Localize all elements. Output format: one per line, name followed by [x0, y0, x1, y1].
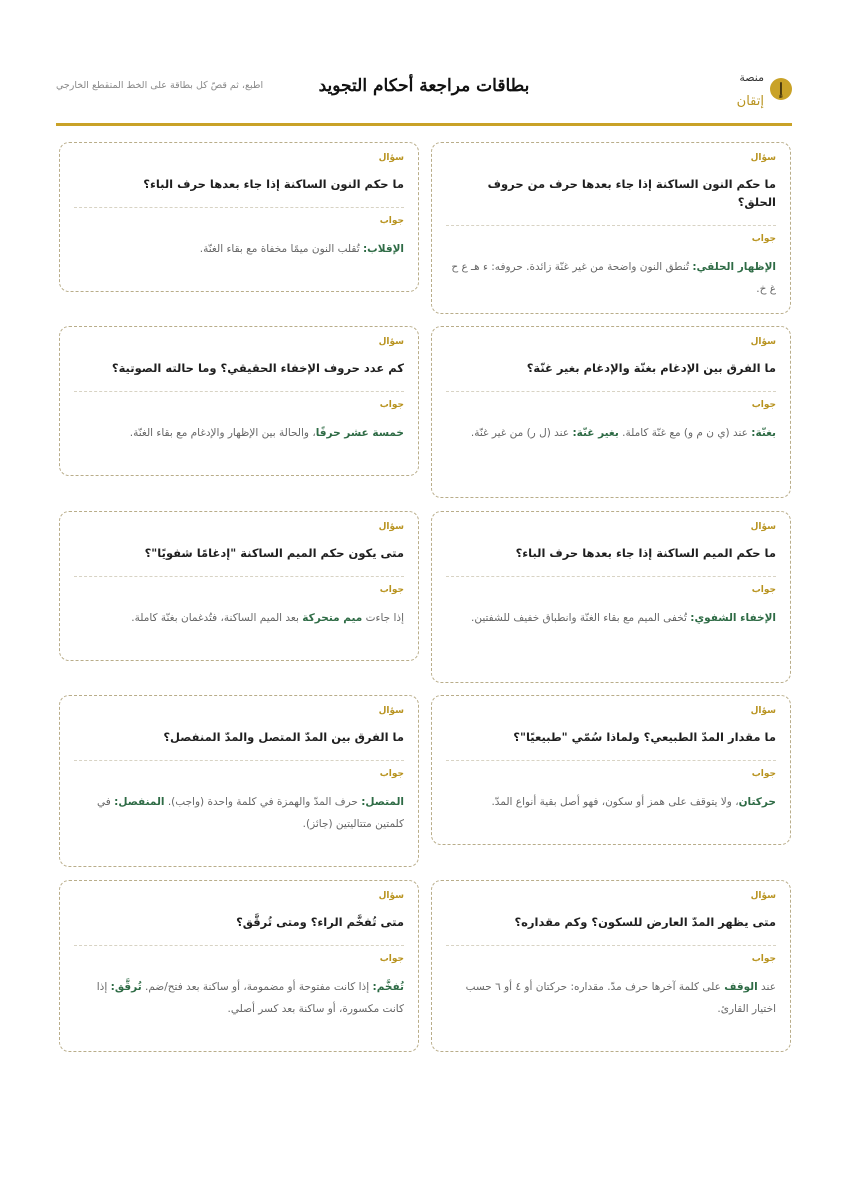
answer-text [446, 256, 776, 300]
card-divider [446, 391, 776, 392]
answer-segment: إذا كانت مكسورة، أو ساكنة بعد كسر أصلي. [96, 981, 404, 1015]
question-text: متى يكون حكم الميم الساكنة "إدغامًا شفويًا"؟ [144, 546, 404, 560]
question-text: ما حكم الميم الساكنة إذا جاء بعدها حرف الباء؟ [515, 546, 776, 560]
page-title: بطاقات مراجعة أحكام التجويد [318, 76, 530, 96]
answer-segment: عند (ي ن م و) مع غنّة كاملة. [618, 427, 752, 439]
answer-text [446, 791, 776, 813]
flashcard [59, 326, 419, 476]
question-text: ما مقدار المدّ الطبيعي؟ ولماذا سُمّي "طبيعيًا"؟ [513, 730, 776, 744]
flashcard [431, 142, 791, 314]
answer-segment: على كلمة آخرها حرف مدّ. مقداره: حركتان أو ٤ أو ٦ حسب اختيار القارئ. [465, 981, 776, 1015]
card-divider [446, 945, 776, 946]
card-divider [74, 576, 404, 577]
flashcard [59, 880, 419, 1052]
card-divider [74, 391, 404, 392]
answer-segment: تُقلب النون ميمًا مخفاة مع بقاء الغنّة. [199, 243, 363, 255]
answer-segment: إذا جاءت [362, 612, 404, 624]
question-text: ما الفرق بين المدّ المتصل والمدّ المنفصل؟ [163, 730, 404, 744]
answer-label: جواب [751, 769, 776, 779]
answer-segment: إذا كانت مفتوحة أو مضمومة، أو ساكنة بعد فتح/ضم. [141, 981, 373, 993]
answer-label: جواب [379, 400, 404, 410]
answer-term: المتصل: [361, 796, 404, 808]
question-label: سؤال [750, 891, 776, 901]
question-label: سؤال [750, 522, 776, 532]
card-divider [74, 207, 404, 208]
answer-segment: حرف المدّ والهمزة في كلمة واحدة (واجب). [164, 796, 362, 808]
answer-text [446, 422, 776, 444]
card-divider [446, 760, 776, 761]
answer-label: جواب [379, 216, 404, 226]
question-label: سؤال [378, 337, 404, 347]
answer-term: ميم متحركة [302, 612, 363, 624]
answer-text [74, 791, 404, 835]
answer-term: تُرقَّق: [110, 981, 142, 993]
answer-label: جواب [751, 585, 776, 595]
answer-term: خمسة عشر حرفًا [315, 427, 404, 439]
question-label: سؤال [378, 706, 404, 716]
card-divider [446, 576, 776, 577]
answer-term: تُفخَّم: [372, 981, 404, 993]
answer-label: جواب [379, 585, 404, 595]
question-label: سؤال [378, 522, 404, 532]
question-label: سؤال [750, 706, 776, 716]
flashcard [431, 326, 791, 498]
answer-term: الوقف [724, 981, 758, 993]
card-divider [74, 945, 404, 946]
flashcard [59, 511, 419, 661]
answer-label: جواب [379, 769, 404, 779]
answer-label: جواب [751, 400, 776, 410]
header-divider [56, 123, 792, 126]
flashcard [431, 511, 791, 683]
answer-segment: عند (ل ر) من غير غنّة. [470, 427, 573, 439]
page-header [56, 64, 792, 124]
card-divider [446, 225, 776, 226]
answer-label: جواب [379, 954, 404, 964]
question-label: سؤال [750, 337, 776, 347]
flashcard [431, 880, 791, 1052]
answer-segment: بعد الميم الساكنة، فتُدغمان بغنّة كاملة. [131, 612, 303, 624]
answer-term: المنفصل: [114, 796, 165, 808]
answer-text [74, 976, 404, 1020]
answer-segment: في كلمتين متتاليتين (جائز). [97, 796, 404, 830]
brand-mark-icon: إ [770, 78, 792, 100]
answer-text [446, 607, 776, 629]
answer-text [74, 238, 404, 260]
question-label: سؤال [378, 891, 404, 901]
answer-term: بغنّة: [751, 427, 776, 439]
answer-segment: ، والحالة بين الإظهار والإدغام مع بقاء الغنّة. [129, 427, 316, 439]
question-text: متى تُفخَّم الراء؟ ومتى تُرقَّق؟ [236, 915, 404, 929]
answer-term: الإظهار الحلقي: [692, 261, 776, 273]
answer-term: حركتان [738, 796, 776, 808]
question-text: ما حكم النون الساكنة إذا جاء بعدها حرف من حروف الحلق؟ [487, 177, 776, 209]
answer-term: بغير غنّة: [572, 427, 619, 439]
flashcard [59, 142, 419, 292]
print-hint: اطبع، ثم قصّ كل بطاقة على الخط المتقطع الخارجي [56, 80, 264, 91]
answer-segment: ، ولا يتوقف على همز أو سكون، فهو أصل بقية أنواع المدّ. [491, 796, 739, 808]
answer-segment: تُخفى الميم مع بقاء الغنّة وانطباق خفيف للشفتين. [471, 612, 691, 624]
brand-name-top: منصة [739, 71, 764, 84]
question-text: متى يظهر المدّ العارض للسكون؟ وكم مقداره؟ [514, 915, 776, 929]
flashcard [431, 695, 791, 845]
question-label: سؤال [750, 153, 776, 163]
brand-name-bottom: إتقان [736, 94, 764, 109]
question-text: ما الفرق بين الإدغام بغنّة والإدغام بغير غنّة؟ [526, 361, 776, 375]
answer-term: الإقلاب: [362, 243, 404, 255]
question-text: ما حكم النون الساكنة إذا جاء بعدها حرف الباء؟ [143, 177, 404, 191]
answer-segment: تُنطق النون واضحة من غير غنّة زائدة. حروفه: ء هـ ع ح غ خ. [451, 261, 776, 295]
question-label: سؤال [378, 153, 404, 163]
answer-text [74, 422, 404, 444]
answer-text [446, 976, 776, 1020]
answer-text [74, 607, 404, 629]
answer-label: جواب [751, 954, 776, 964]
answer-segment: عند [757, 981, 776, 993]
flashcard [59, 695, 419, 867]
question-text: كم عدد حروف الإخفاء الحقيقي؟ وما حالته الصوتية؟ [111, 361, 404, 375]
card-divider [74, 760, 404, 761]
answer-label: جواب [751, 234, 776, 244]
answer-term: الإخفاء الشفوي: [690, 612, 776, 624]
